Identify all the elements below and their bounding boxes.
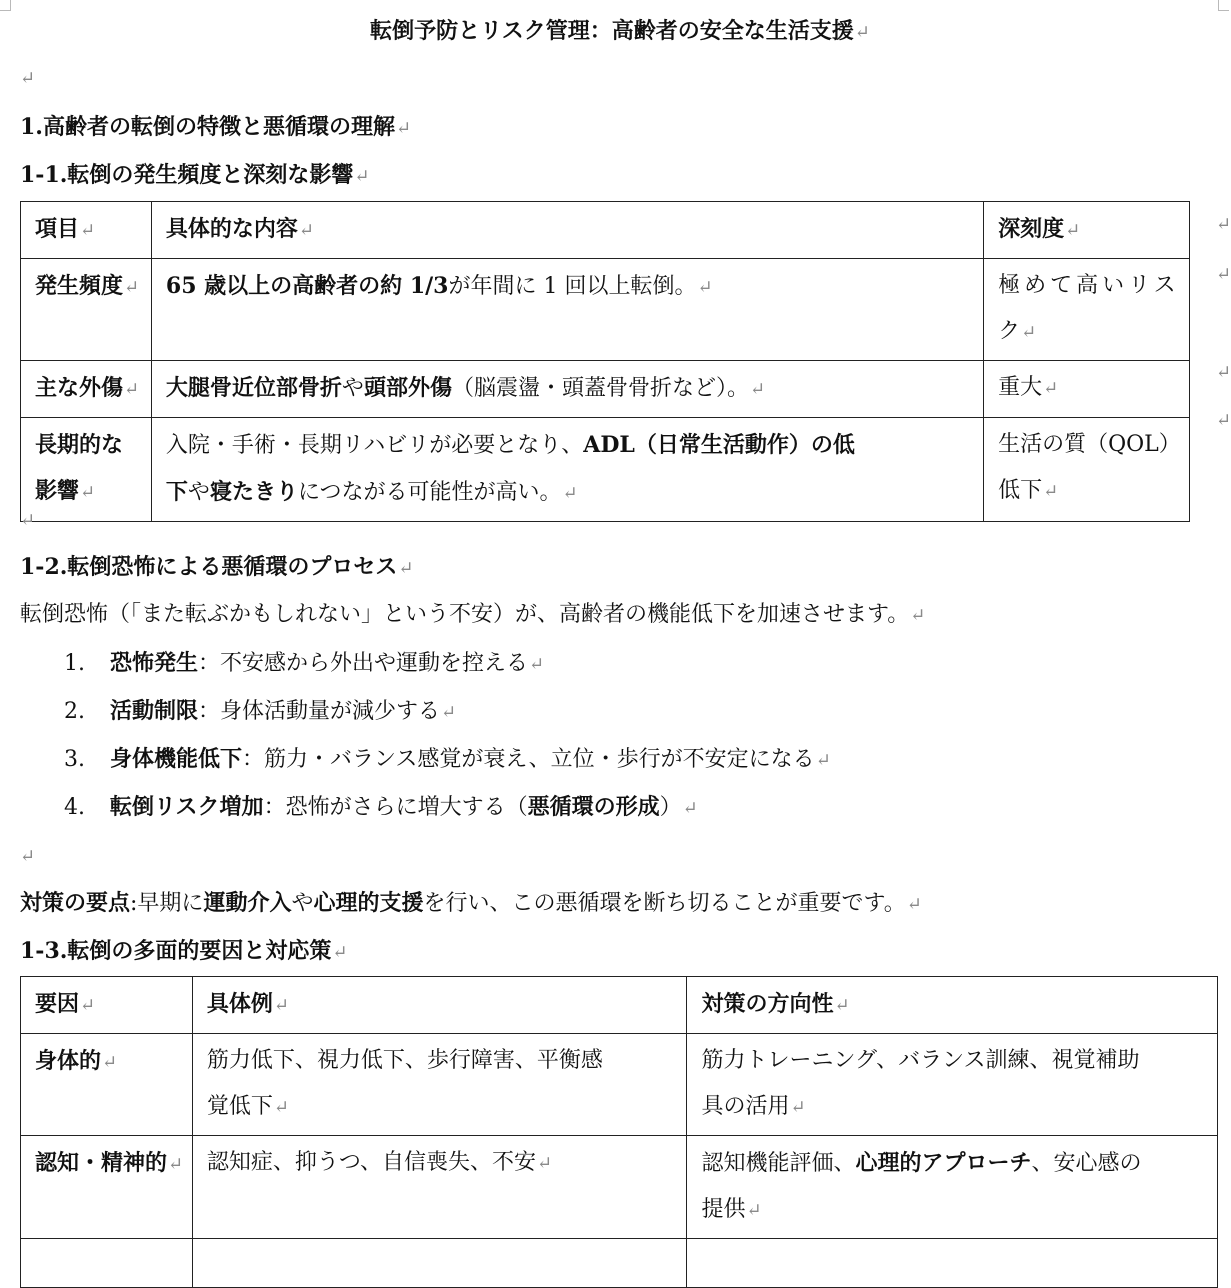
table-cell-measure: 認知機能評価、心理的アプローチ、安心感の 提供↵ [687,1136,1218,1239]
table-cell-severity: 重大↵ [984,361,1190,418]
table-cell-example [192,1239,687,1288]
empty-paragraph: ↵ [20,510,36,531]
crop-mark-top-right [1218,0,1229,11]
section-1-3-heading: 1-3.転倒の多面的要因と対応策↵ [20,938,348,964]
section-1-2-heading: 1-2.転倒恐怖による悪循環のプロセス↵ [20,554,414,580]
table-cell-content: 入院・手術・長期リハビリが必要となり、ADL（日常生活動作）の低 下や寝たきりにつながる可能性が高い。↵ [151,418,983,522]
row-end-mark: ↵ [1216,362,1231,383]
key-point-paragraph: 対策の要点:早期に運動介入や心理的支援を行い、この悪循環を断ち切ることが重要です。↵ [20,890,922,916]
table-cell-content: 65 歳以上の高齢者の約 1/3が年間に 1 回以上転倒。↵ [151,259,983,361]
empty-paragraph: ↵ [20,68,36,89]
table-cell-severity: 極めて高いリス ク↵ [984,259,1190,361]
table-row [21,361,1190,418]
list-item: 2. 活動制限：身体活動量が減少する↵ [64,698,457,724]
table-header-cell: 具体例↵ [192,977,687,1034]
section-1-2-intro: 転倒恐怖（「また転ぶかもしれない」という不安）が、高齢者の機能低下を加速させます。↵ [20,602,926,627]
table-row [21,1239,1218,1288]
table-cell-factor: 認知・精神的↵ [21,1136,193,1239]
table-header-row [21,202,1190,259]
table-fall-factors [20,976,1218,1288]
table-header-cell: 項目↵ [21,202,152,259]
table-cell-measure: 筋力トレーニング、バランス訓練、視覚補助 具の活用↵ [687,1034,1218,1136]
table-header-cell: 対策の方向性↵ [687,977,1218,1034]
list-item: 3. 身体機能低下：筋力・バランス感覚が衰え、立位・歩行が不安定になる↵ [64,746,831,772]
list-item: 4. 転倒リスク増加：恐怖がさらに増大する（悪循環の形成）↵ [64,794,698,820]
table-cell-factor [21,1239,193,1288]
list-item: 1. 恐怖発生：不安感から外出や運動を控える↵ [64,650,545,676]
table-cell-item: 主な外傷↵ [21,361,152,418]
table-cell-severity: 生活の質（QOL） 低下↵ [984,418,1190,522]
table-header-cell: 具体的な内容↵ [151,202,983,259]
document-title: 転倒予防とリスク管理：高齢者の安全な生活支援↵ [370,18,870,44]
row-end-mark: ↵ [1216,264,1231,285]
table-cell-measure [687,1239,1218,1288]
table-cell-item: 長期的な 影響↵ [21,418,152,522]
row-end-mark: ↵ [1216,214,1231,235]
section-1-heading: 1.高齢者の転倒の特徴と悪循環の理解↵ [20,114,412,140]
table-header-cell: 要因↵ [21,977,193,1034]
table-cell-factor: 身体的↵ [21,1034,193,1136]
table-cell-item: 発生頻度↵ [21,259,152,361]
table-header-row [21,977,1218,1034]
table-cell-example: 筋力低下、視力低下、歩行障害、平衡感 覚低下↵ [192,1034,687,1136]
table-header-cell: 深刻度↵ [984,202,1190,259]
table-fall-impact [20,201,1190,522]
row-end-mark: ↵ [1216,410,1231,431]
section-1-1-heading: 1-1.転倒の発生頻度と深刻な影響↵ [20,162,370,188]
table-row [21,1136,1218,1239]
table-cell-content: 大腿骨近位部骨折や頭部外傷（脳震盪・頭蓋骨骨折など）。↵ [151,361,983,418]
table-cell-example: 認知症、抑うつ、自信喪失、不安↵ [192,1136,687,1239]
table-row [21,259,1190,361]
table-row [21,418,1190,522]
table-row [21,1034,1218,1136]
crop-mark-top-left [0,0,11,11]
empty-paragraph: ↵ [20,846,36,867]
